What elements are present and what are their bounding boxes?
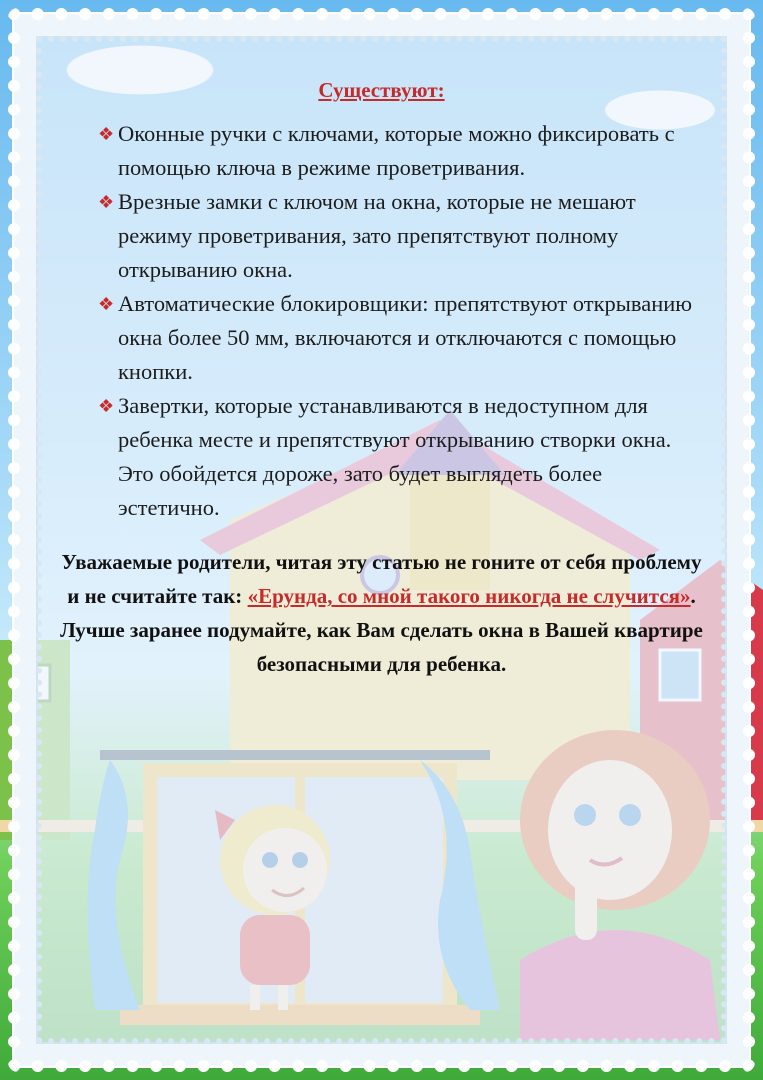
list-item bbox=[98, 287, 698, 389]
cost-note: Это обойдется дороже, зато будет выглядеть более эстетично. bbox=[118, 461, 603, 520]
list-item-text: Автоматические блокировщики: препятствуют открыванию окна более 50 мм, включаются и отключаются с помощью кнопки. bbox=[118, 291, 693, 384]
appeal-quote: «Ерунда, со мной такого никогда не случится» bbox=[247, 584, 691, 608]
diamond-bullet-icon: ❖ bbox=[98, 294, 115, 314]
diamond-bullet-icon: ❖ bbox=[98, 124, 115, 144]
diamond-bullet-icon: ❖ bbox=[98, 192, 115, 212]
list-item-text: Завертки, которые устанавливаются в недоступном для ребенка месте и препятствуют открыванию створки окна. bbox=[118, 393, 672, 452]
appeal-text-start: Уважаемые родители, читая эту статью не гоните от себя проблему и не считайте так: bbox=[61, 550, 702, 608]
list-item-text: Врезные замки с ключом на окна, которые не мешают режиму проветривания, зато препятствуют полному открыванию окна. bbox=[118, 189, 636, 282]
diamond-bullet-icon: ❖ bbox=[98, 396, 115, 416]
list-item-text: Оконные ручки с ключами, которые можно фиксировать с помощью ключа в режиме проветривания. bbox=[118, 121, 675, 180]
device-list bbox=[98, 117, 698, 457]
list-item bbox=[98, 389, 698, 457]
list-item bbox=[98, 117, 698, 185]
parent-appeal bbox=[60, 545, 703, 681]
appeal-text-end: . Лучше заранее подумайте, как Вам сделать окна в Вашей квартире безопасными для ребенка. bbox=[60, 584, 703, 676]
list-item bbox=[98, 185, 698, 287]
page-heading: Существуют: bbox=[318, 78, 445, 102]
text-content bbox=[60, 70, 703, 681]
